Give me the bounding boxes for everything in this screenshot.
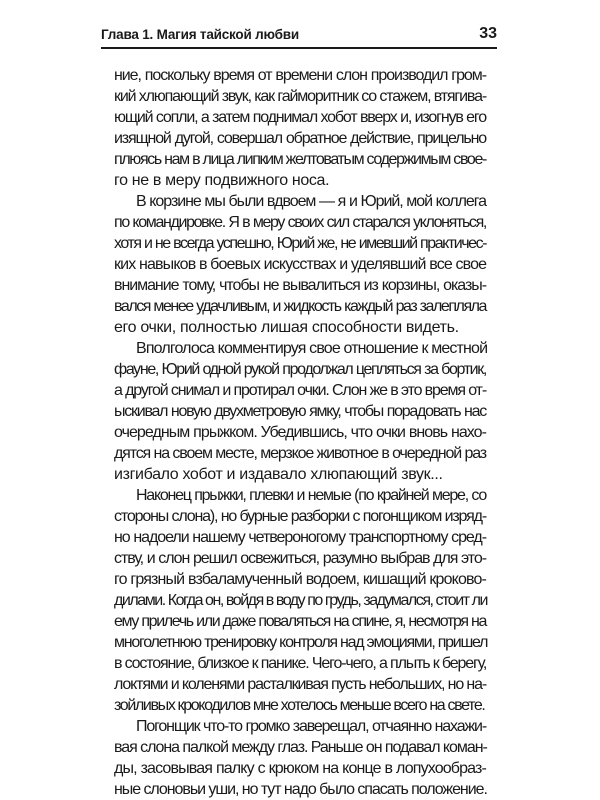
text-line: внимание тому, чтобы не вывалиться из корзины, оказы- — [114, 277, 486, 294]
text-line: ды, засовывая палку с крюком на конце в лопухообраз- — [114, 760, 486, 777]
text-line: изящной дугой, совершал обратное действие, прицельно — [114, 130, 486, 147]
text-line: дятся на своем месте, мерзкое животное в очередной раз — [114, 445, 486, 462]
text-line: Погонщик что-то громко заверещал, отчаянно нахажи- — [136, 718, 486, 735]
text-line: многолетнюю тренировку контроля над эмоциями, пришел — [114, 634, 488, 651]
text-line: стороны слона), но бурные разборки с погонщиком изряд- — [114, 508, 486, 525]
text-line: Вполголоса комментируя свое отношение к местной — [136, 340, 488, 357]
text-line: хотя и не всегда успешно, Юрий же, не имевший практичес- — [114, 235, 486, 252]
text-line: ыскивал новую двухметровую ямку, чтобы порадовать нас — [114, 403, 486, 420]
text-line: ких навыков в боевых искусствах и уделявший все свое — [114, 256, 487, 273]
text-line: ние, поскольку время от времени слон производил гром- — [114, 67, 486, 84]
page-number: 33 — [479, 25, 497, 42]
text-line: В корзине мы были вдвоем — я и Юрий, мой коллега — [136, 193, 486, 210]
text-line: плюясь нам в лица липким желтоватым содержимым свое- — [114, 151, 486, 168]
text-line: вая слона палкой между глаз. Раньше он подавал коман- — [114, 739, 487, 756]
text-line: по командировке. Я в меру своих сил старался уклоняться, — [114, 214, 486, 231]
text-line: зойливых крокодилов мне хотелось меньше всего на свете. — [114, 697, 485, 714]
header-rule — [101, 47, 497, 49]
text-line: а другой снимал и протирал очки. Слон же в это время от- — [114, 382, 486, 399]
text-line: вался менее удачливым, и жидкость каждый раз залепляла — [114, 298, 486, 315]
text-line: в состояние, близкое к панике. Чего-чего, а плыть к берегу, — [114, 655, 487, 672]
body-text — [114, 65, 486, 800]
text-line: дилами. Когда он, войдя в воду по грудь, задумался, стоит ли — [114, 592, 487, 609]
text-line: ству, и слон решил освежиться, разумно выбрав для это- — [114, 550, 486, 567]
text-line: Наконец прыжки, плевки и немые (по крайней мере, со — [136, 487, 486, 504]
text-line: изгибало хобот и издавало хлюпающий звук... — [114, 466, 443, 483]
text-line: его очки, полностью лишая способности видеть. — [114, 319, 459, 336]
text-line: локтями и коленями расталкивая пусть небольших, но на- — [114, 676, 486, 693]
text-line: фауне, Юрий одной рукой продолжал цепляться за бортик, — [114, 361, 486, 378]
text-line: ющий сопли, а затем поднимал хобот вверх и, изогнув его — [114, 109, 486, 126]
text-line: ные слоновьи уши, но тут надо было спасать положение. — [114, 781, 487, 798]
text-line: кий хлюпающий звук, как гайморитник со стажем, втягива- — [114, 88, 486, 105]
text-line: ему прилечь или даже поваляться на спине, я, несмотря на — [114, 613, 486, 630]
text-line: но надоели нашему четвероногому транспортному сред- — [114, 529, 486, 546]
text-line: го не в меру подвижного носа. — [114, 172, 330, 189]
running-title: Глава 1. Магия тайской любви — [101, 27, 299, 42]
running-header — [101, 27, 497, 49]
text-line: очередным прыжком. Убедившись, что очки вновь нахо- — [114, 424, 486, 441]
text-line: го грязный взбаламученный водоем, кишащий кроково- — [114, 571, 486, 588]
